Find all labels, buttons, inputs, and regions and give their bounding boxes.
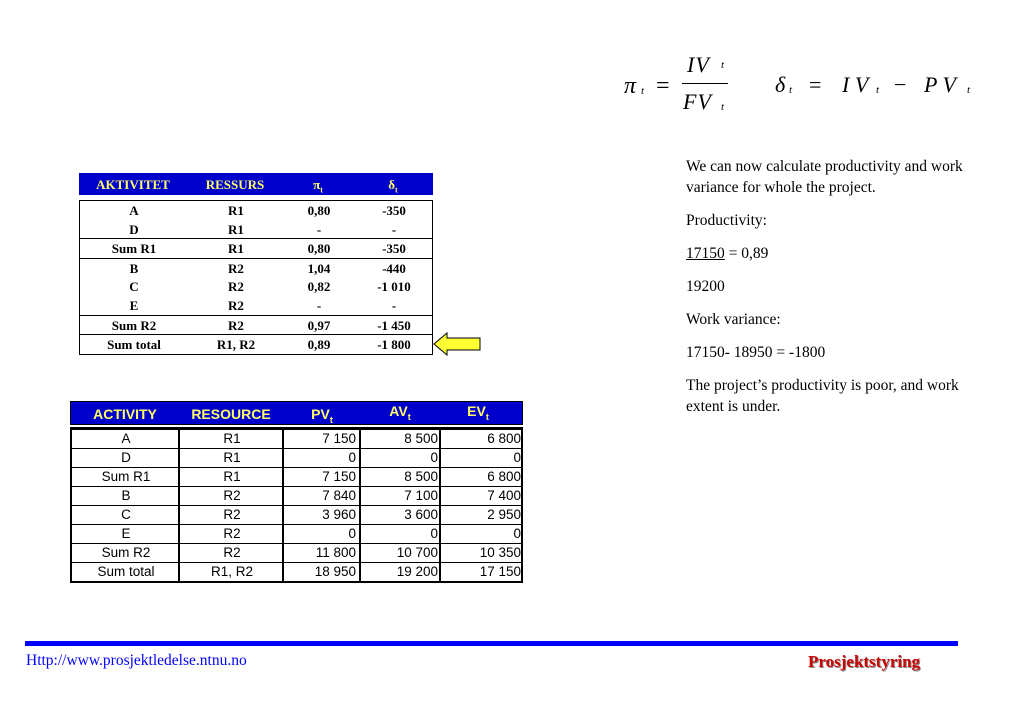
cell-activity: A	[129, 203, 139, 218]
variance-calculation: 17150- 18950 = -1800	[686, 344, 826, 361]
table-row	[72, 448, 521, 467]
cell-resource: R1	[223, 431, 241, 446]
value-table-english	[70, 401, 523, 583]
table-row	[80, 334, 432, 354]
formula-delta-sub: t	[789, 84, 793, 96]
header-pv-sub: t	[329, 414, 333, 425]
formula-pi-sub: t	[641, 85, 645, 97]
cell-pi: 0,82	[307, 279, 331, 295]
table-row	[80, 277, 432, 296]
table-row	[80, 258, 432, 278]
cell-activity: Sum R1	[111, 241, 157, 257]
cell-activity: D	[129, 221, 139, 237]
header-pv-label: PV	[311, 406, 330, 422]
table-row	[72, 562, 521, 581]
header-pi-symbol: π	[313, 177, 321, 192]
table-row	[80, 220, 432, 239]
variance-formula	[775, 72, 985, 106]
productivity-numerator: 17150	[686, 245, 725, 262]
cell-activity: C	[121, 507, 131, 522]
cell-delta: -350	[382, 241, 406, 257]
cell-av: 10 700	[396, 545, 438, 560]
cell-delta: -1 010	[377, 279, 411, 295]
cell-pv: 7 840	[322, 488, 356, 503]
header-pi	[283, 177, 353, 195]
formula-numerator-sub: t	[721, 59, 725, 71]
formula-iv-sub: t	[876, 84, 880, 96]
header-av-sub: t	[407, 411, 411, 422]
cell-activity: C	[129, 279, 139, 295]
header-ressurs: RESSURS	[205, 177, 265, 192]
cell-resource: R1	[228, 221, 244, 237]
cell-resource: R2	[228, 317, 244, 333]
cell-av: 0	[430, 526, 438, 541]
formula-denominator-sub: t	[721, 101, 725, 113]
header-aktivitet: AKTIVITET	[96, 177, 170, 192]
table-row	[80, 201, 432, 220]
productivity-label: Productivity:	[686, 212, 767, 229]
table-row	[72, 486, 521, 505]
cell-pi: 1,04	[307, 260, 331, 276]
table-header	[70, 401, 523, 425]
formula-denominator: FV	[683, 89, 712, 114]
cell-pv: 0	[348, 450, 356, 465]
header-delta	[353, 177, 433, 195]
explanation-text	[686, 156, 986, 429]
cell-resource: R1	[228, 203, 244, 218]
cell-activity: Sum R2	[111, 317, 157, 333]
header-delta-sub: t	[395, 185, 398, 195]
cell-activity: Sum R1	[101, 469, 151, 484]
cell-delta: -440	[382, 260, 406, 276]
formula-iv: I V	[842, 72, 869, 97]
conclusion-paragraph: The project’s productivity is poor, and work extent is under.	[686, 377, 959, 415]
cell-av: 0	[430, 450, 438, 465]
cell-resource: R2	[223, 488, 241, 503]
cell-activity: D	[121, 450, 131, 465]
cell-delta: -1 800	[377, 337, 411, 353]
productivity-result: = 0,89	[724, 245, 769, 262]
cell-activity: B	[121, 488, 131, 503]
header-ev	[439, 403, 517, 422]
table-body	[70, 427, 523, 583]
cell-activity: Sum total	[107, 337, 161, 353]
cell-pi: 0,89	[307, 337, 331, 353]
cell-ev: 10 350	[479, 545, 521, 560]
table-row	[72, 524, 521, 543]
formula2-equals: =	[809, 72, 822, 97]
header-av	[361, 403, 439, 422]
table-body	[79, 200, 433, 355]
cell-resource: R2	[228, 260, 244, 276]
cell-delta: -350	[382, 203, 406, 218]
cell-resource: R2	[228, 279, 244, 295]
table-row	[80, 238, 432, 258]
cell-resource: R1, R2	[216, 337, 256, 353]
cell-delta: -	[391, 297, 397, 313]
table-row	[80, 296, 432, 315]
cell-ev: 17 150	[479, 564, 521, 579]
cell-pi: 0,80	[307, 241, 331, 257]
cell-av: 3 600	[404, 507, 438, 522]
formula-pi: π	[624, 73, 637, 99]
cell-pv: 11 800	[315, 545, 356, 560]
table-row	[80, 315, 432, 335]
cell-resource: R1	[228, 241, 244, 257]
cell-activity: E	[121, 526, 131, 541]
cell-resource: R1	[223, 469, 241, 484]
header-pv	[283, 406, 361, 425]
table-header	[79, 173, 433, 195]
cell-pv: 18 950	[314, 564, 356, 579]
cell-av: 8 500	[404, 431, 438, 446]
header-ev-sub: t	[485, 411, 489, 422]
formula-numerator: IV	[687, 52, 710, 77]
cell-delta: -1 450	[377, 317, 411, 333]
footer-url-link[interactable]: Http://www.prosjektledelse.ntnu.no	[26, 652, 247, 669]
cell-pi: -	[316, 297, 322, 313]
cell-activity: E	[129, 297, 139, 313]
cell-activity: Sum R2	[101, 545, 151, 560]
variance-label: Work variance:	[686, 311, 781, 328]
cell-ev: 0	[513, 526, 521, 541]
intro-paragraph: We can now calculate productivity and work variance for whole the project.	[686, 158, 963, 196]
cell-resource: R2	[223, 507, 241, 522]
table-row	[72, 429, 521, 448]
cell-pv: 0	[348, 526, 356, 541]
formula-equals: =	[656, 73, 670, 99]
footer-brand: Prosjektstyring	[808, 652, 921, 671]
formula-pv-sub: t	[967, 84, 971, 96]
cell-av: 7 100	[404, 488, 438, 503]
formula-pv: P V	[924, 72, 956, 97]
cell-resource: R2	[223, 526, 241, 541]
header-delta-symbol: δ	[388, 177, 396, 192]
header-activity: ACTIVITY	[93, 406, 157, 422]
productivity-formula	[624, 52, 744, 122]
cell-ev: 6 800	[487, 431, 521, 446]
arrow-left-icon	[433, 332, 483, 356]
header-ev-label: EV	[467, 403, 486, 419]
footer-divider	[25, 641, 958, 646]
cell-resource: R1	[223, 450, 241, 465]
formula-delta: δ	[775, 72, 786, 97]
cell-ev: 0	[513, 450, 521, 465]
cell-delta: -	[391, 221, 397, 237]
productivity-calculation	[686, 243, 986, 264]
formula-minus: −	[894, 72, 907, 97]
header-av-label: AV	[389, 403, 408, 419]
header-pi-sub: t	[320, 185, 323, 195]
cell-resource: R2	[228, 297, 244, 313]
cell-pv: 7 150	[322, 469, 356, 484]
table-row	[72, 543, 521, 562]
cell-av: 8 500	[404, 469, 438, 484]
cell-activity: Sum total	[97, 564, 155, 579]
cell-activity: B	[129, 260, 139, 276]
cell-pv: 7 150	[322, 431, 356, 446]
table-row	[72, 505, 521, 524]
cell-pi: 0,80	[307, 203, 331, 218]
cell-resource: R2	[223, 545, 241, 560]
fraction-bar	[682, 83, 728, 84]
cell-ev: 6 800	[487, 469, 521, 484]
cell-ev: 2 950	[487, 507, 521, 522]
cell-av: 19 200	[396, 564, 438, 579]
cell-pi: -	[316, 221, 322, 237]
productivity-denominator: 19200	[686, 278, 725, 295]
cell-pi: 0,97	[307, 317, 331, 333]
cell-activity: A	[121, 431, 131, 446]
productivity-table-norwegian	[79, 173, 433, 355]
table-row	[72, 467, 521, 486]
header-resource: RESOURCE	[191, 406, 271, 422]
cell-pv: 3 960	[322, 507, 356, 522]
cell-resource: R1, R2	[210, 564, 254, 579]
cell-ev: 7 400	[487, 488, 521, 503]
